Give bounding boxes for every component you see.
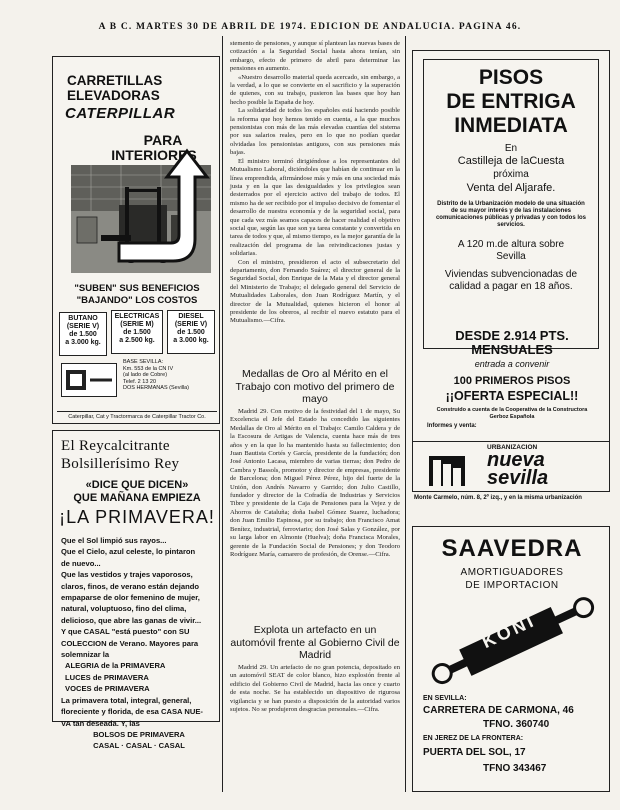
pisos-offer-2: ¡¡OFERTA ESPECIAL!! [445,389,579,403]
rey-line: floreciente y florida, de esa CASA NUE- [61,707,203,717]
fuel-capacity: a 2.500 kg. [119,337,155,344]
pisos-offer-1: 100 PRIMEROS PISOS [453,375,571,387]
rey-footer-2: CASAL · CASAL · CASAL [93,741,185,751]
fuel-name: DIESEL [178,313,204,320]
nueva-sevilla-brand-1: nueva [487,449,545,471]
cat-interiores: INTERIORES [111,147,197,163]
fuel-capacity: a 3.000 kg. [65,339,101,346]
pisos-line1: PISOS [478,66,544,89]
fuel-electricas [111,310,163,354]
rey-line: de nuevo... [61,558,101,568]
article-paragraph: Madrid 29. Con motivo de la festividad del 1 de mayo, Su Excelencia el Jefe del Estado ha concedido las siguientes Medallas de Oro al Mérito en el Trabajo: Camilo Caldera y de la Escosura de Artigas de Valencia, cuenta hace más de tres años y en la que lo ha mantenido hasta su fallecimiento; don Juan Bautista Cortés y García, presidente de la fundación; don José Antonio Lacasa, miembro de varias tierras; don Pedro de Cambra y Bassols, promotor y director de empresas, presidente de Barcelona; don Miguel Pérez Pérez, hijo del fuerte de la Unión, don Andrés Navarro y Garrido; don Julio Castillo, fundador y director de la Cofradía de Industrias y Servicios Tibre y presidente de la Caja de Pensiones para la Vejez y de Ahorros de Cataluña; doña Isabel Gómez Suarez, luchadora; don Juan Emilio Espinosa, por su trabajo; don Francisco Amat Benítez, industrial, ferroviario; don José Salas y González, por su larga labor en Almonte (Huelva); doña Francisca Morales, gerente de la Fundación Social de Pensiones; y don Teodoro Rodríguez María, camarero de profesión, de Orense.—Cifra. [230,408,400,558]
article-paragraph: «Nuestro desarrollo material queda acercado, sin embargo, a la verdad, a lo que se convierte en el sacrificio y la superación de quienes, con su trabajo, pusieron las bases que hoy han hecho posible la España de hoy. [230,73,400,106]
nueva-sevilla-logo-icon [427,450,467,490]
dealer-line: Km. 553 de la CN IV [123,365,174,372]
rey-list-item: VOCES de PRIMAVERA [65,684,150,694]
dealer-line: BASE SEVILLA: [123,359,164,365]
cat-slogan-1: "SUBEN" SUS BENEFICIOS [74,283,200,294]
pisos-loc1: En [504,143,518,154]
pisos-address: Monte Carmelo, núm. 8, 2º izq., y en la misma urbanización [414,495,582,501]
article-attack [230,664,400,744]
pisos-loc4: Venta del Aljarafe. [466,182,556,194]
saavedra-city-2: EN JEREZ DE LA FRONTERA: [423,735,524,742]
rey-footer-1: BOLSOS DE PRIMAVERA [93,729,185,739]
rey-list [61,660,217,694]
attack-headline: Explota un artefacto en un automóvil frente al Gobierno Civil de Madrid [230,624,400,661]
fuel-price: de 1.500 [177,329,205,336]
fuel-detail: (SERIE V) [66,323,100,330]
saavedra-sub-2: DE IMPORTACION [465,580,559,591]
nueva-sevilla-brand-2: sevilla [487,467,549,489]
rey-title-2: Bolsillerísimo Rey [61,456,180,472]
fuel-butano [59,312,107,356]
saavedra-ad [412,526,610,792]
dealer-line: (al lado de Cobre) [123,372,168,378]
column-rule-left [222,36,223,792]
cat-slogan-2: "BAJANDO" LOS COSTOS [76,295,198,306]
rey-body [61,535,217,752]
rey-quote-1: «DICE QUE DICEN» [85,479,189,491]
pisos-loc2: Castilleja de laCuesta [457,155,565,167]
saavedra-sub-1: AMORTIGUADORES [460,567,564,578]
pisos-price: DESDE 2.914 PTS. MENSUALES [455,328,569,357]
dealer-logo-icon [61,363,117,397]
saavedra-city-1: EN SEVILLA: [423,695,467,702]
rey-primavera-headline: ¡LA PRIMAVERA! [59,507,215,527]
saavedra-phone-1: TFNO. 360740 [483,719,550,730]
rey-title-1: El Reycalcitrante [61,438,170,454]
rey-line: VA tan deseada. Y, las [61,718,140,728]
article-paragraph: La solidaridad de todos los españoles está haciendo posible la reforma que hoy hemos tenido en cuenta, a la que muchos pensionistas con más de las más elevadas cuantías del sistema por sus salarios reales, pero en lo que no podían quedar olvidadas los pensionistas antiguos, con sus pensiones más bajas. [230,107,400,157]
dealer-line: DOS HERMANAS (Sevilla) [123,385,190,391]
article-paragraph: Con el ministro, presidieron el acto el subsecretario del departamento, don Fernando Suárez; el director general de la Seguridad Social, don Enrique de la Mata y el director general del Ministerio de Trabajo; el delegado general del Servicio de Mutualidades Laborales, don Juan Rodríguez Martín, y el director de la Mutualidad, quienes hicieron el honor al presidente de los obreros, al recibir el nuevo estatuto para el Mutualismo.—Cifra. [230,258,400,325]
up-arrow-icon [99,143,217,273]
article-paragraph: Madrid 29. Un artefacto de no gran potencia, depositado en un automóvil SEAT de color blanco, hizo explosión frente al edificio del Gobierno Civil de Madrid, hacia las once y cuarto de esta noche. Se ha establecido un dispositivo de rigurosa vigilancia y se han puesto a disposición de la autoridad varios sujetos. No se produjeron desgracias personales.—Cifra. [230,664,400,714]
nueva-sevilla-brand [412,442,610,492]
pisos-feature-1: Distrito de la Urbanización modelo de una situación de su mayor interés y de las instalaciones comunicaciones públicas y privadas y con todos los servicios. [435,201,587,228]
article-medals [230,408,400,620]
article-paragraph: stemento de pensiones, y aunque sí plantean las nuevas bases de cotización a la Seguridad Social hasta ahora tenían, sin embargo, efecto de primero de abril para determinar las pensiones en aumento. [230,40,400,73]
fuel-capacity: a 3.000 kg. [173,337,209,344]
fuel-detail: (SERIE V) [174,321,208,328]
saavedra-title: SAAVEDRA [441,535,583,562]
rey-line: Que el Sol limpió sus rayos... [61,536,167,545]
caterpillar-ad [52,56,220,424]
pisos-line2: DE ENTRIGA [446,90,576,113]
fuel-name: ELECTRICAS [114,313,160,320]
article-pensions [230,40,400,358]
cat-caption: Caterpillar, Cat y Tractormarca de Caterpillar Tractor Co. [57,411,217,421]
rey-line: claros, finos, de verano están dejando [61,581,199,591]
saavedra-address-2: PUERTA DEL SOL, 17 [423,747,526,758]
pisos-info-1: Construido a cuenta de la Cooperativa de la Constructora Gerboz Española [436,407,588,420]
pisos-feature-3: Viviendas subvencionadas de calidad a pagar en 18 años. [444,269,578,292]
dealer-line: Telef. 2 13 20 [123,378,157,385]
pisos-loc3: próxima [493,169,529,180]
rey-list-item: LUCES de PRIMAVERA [65,672,149,682]
rey-list-item: ALEGRIA de la PRIMAVERA [65,661,166,671]
column-rule-right [405,36,406,792]
saavedra-phone-2: TFNO 343467 [483,763,547,774]
pisos-info-2: Informes y venta: [427,423,477,429]
cat-para: PARA [143,132,183,148]
casal-primavera-ad [52,430,220,751]
pisos-line3: INMEDIATA [454,114,568,137]
fuel-name: BUTANO [68,315,98,322]
page-header: A B C. MARTES 30 DE ABRIL DE 1974. EDICION DE ANDALUCIA. PAGINA 46. [98,22,522,32]
rey-line: COLECCION de Verano. Mayores para [61,638,199,648]
cat-line2: ELEVADORAS [67,88,160,103]
nueva-sevilla-small: URBANIZACION [487,444,538,451]
rey-line: delicioso, que abre las ganas de vivir... [61,615,202,625]
fuel-detail: (SERIE M) [120,321,154,328]
medals-headline: Medallas de Oro al Mérito en el Trabajo con motivo del primero de mayo [235,368,395,405]
pisos-feature-2: A 120 m.de altura sobre Sevilla [457,239,565,262]
fuel-price: de 1.500 [123,329,151,336]
cat-line1: CARRETILLAS [67,73,163,88]
fuel-diesel [167,310,215,354]
rey-line: Y que CASAL "está puesto" con SU [61,627,190,637]
rey-line: La primavera total, integral, general, [61,695,192,705]
rey-line: Que las vestidos y trajes vaporosos, [61,570,193,580]
pisos-price-sub: entrada a convenir [474,359,550,369]
dealer-address [123,359,217,392]
article-paragraph: El ministro terminó dirigiéndose a los representantes del Mutualismo Laboral, diciéndoles que habían de continuar en la línea emprendida, afirmándose más y más en una sociedad más justa y en la que las desigualdades y los privilegios sean desterrados por el ejercicio activo del trabajo de todos. El mismo ha de ser recibido por el impulso decisivo de fomentar el desarrollo de nuestra economía y de la seguridad social, para que cada vez más seamos capaces de hacer realidad el objetivo social que, según las que son ya tarea constante y convertida en tarea de todos y que, al mismo tiempo, es la mejor garantía de la realización del programa de las reivindicaciones justas y solidarias. [230,157,400,258]
caterpillar-logo: CATERPILLAR [65,105,176,122]
rey-quote-2: QUE MAÑANA EMPIEZA [73,492,201,504]
fuel-price: de 1.500 [69,331,97,338]
rey-line: empaparse de olor femenino de mujer, [61,593,200,603]
saavedra-address-1: CARRETERA DE CARMONA, 46 [423,705,574,716]
koni-brand: KONI [478,609,539,653]
pisos-ad [412,50,610,442]
rey-line: natural, voluptuoso, fino del clima, [61,604,187,614]
rey-line: Que el Cielo, azul celeste, lo pintaron [61,547,196,557]
rey-line: solemnizar la [61,650,110,660]
